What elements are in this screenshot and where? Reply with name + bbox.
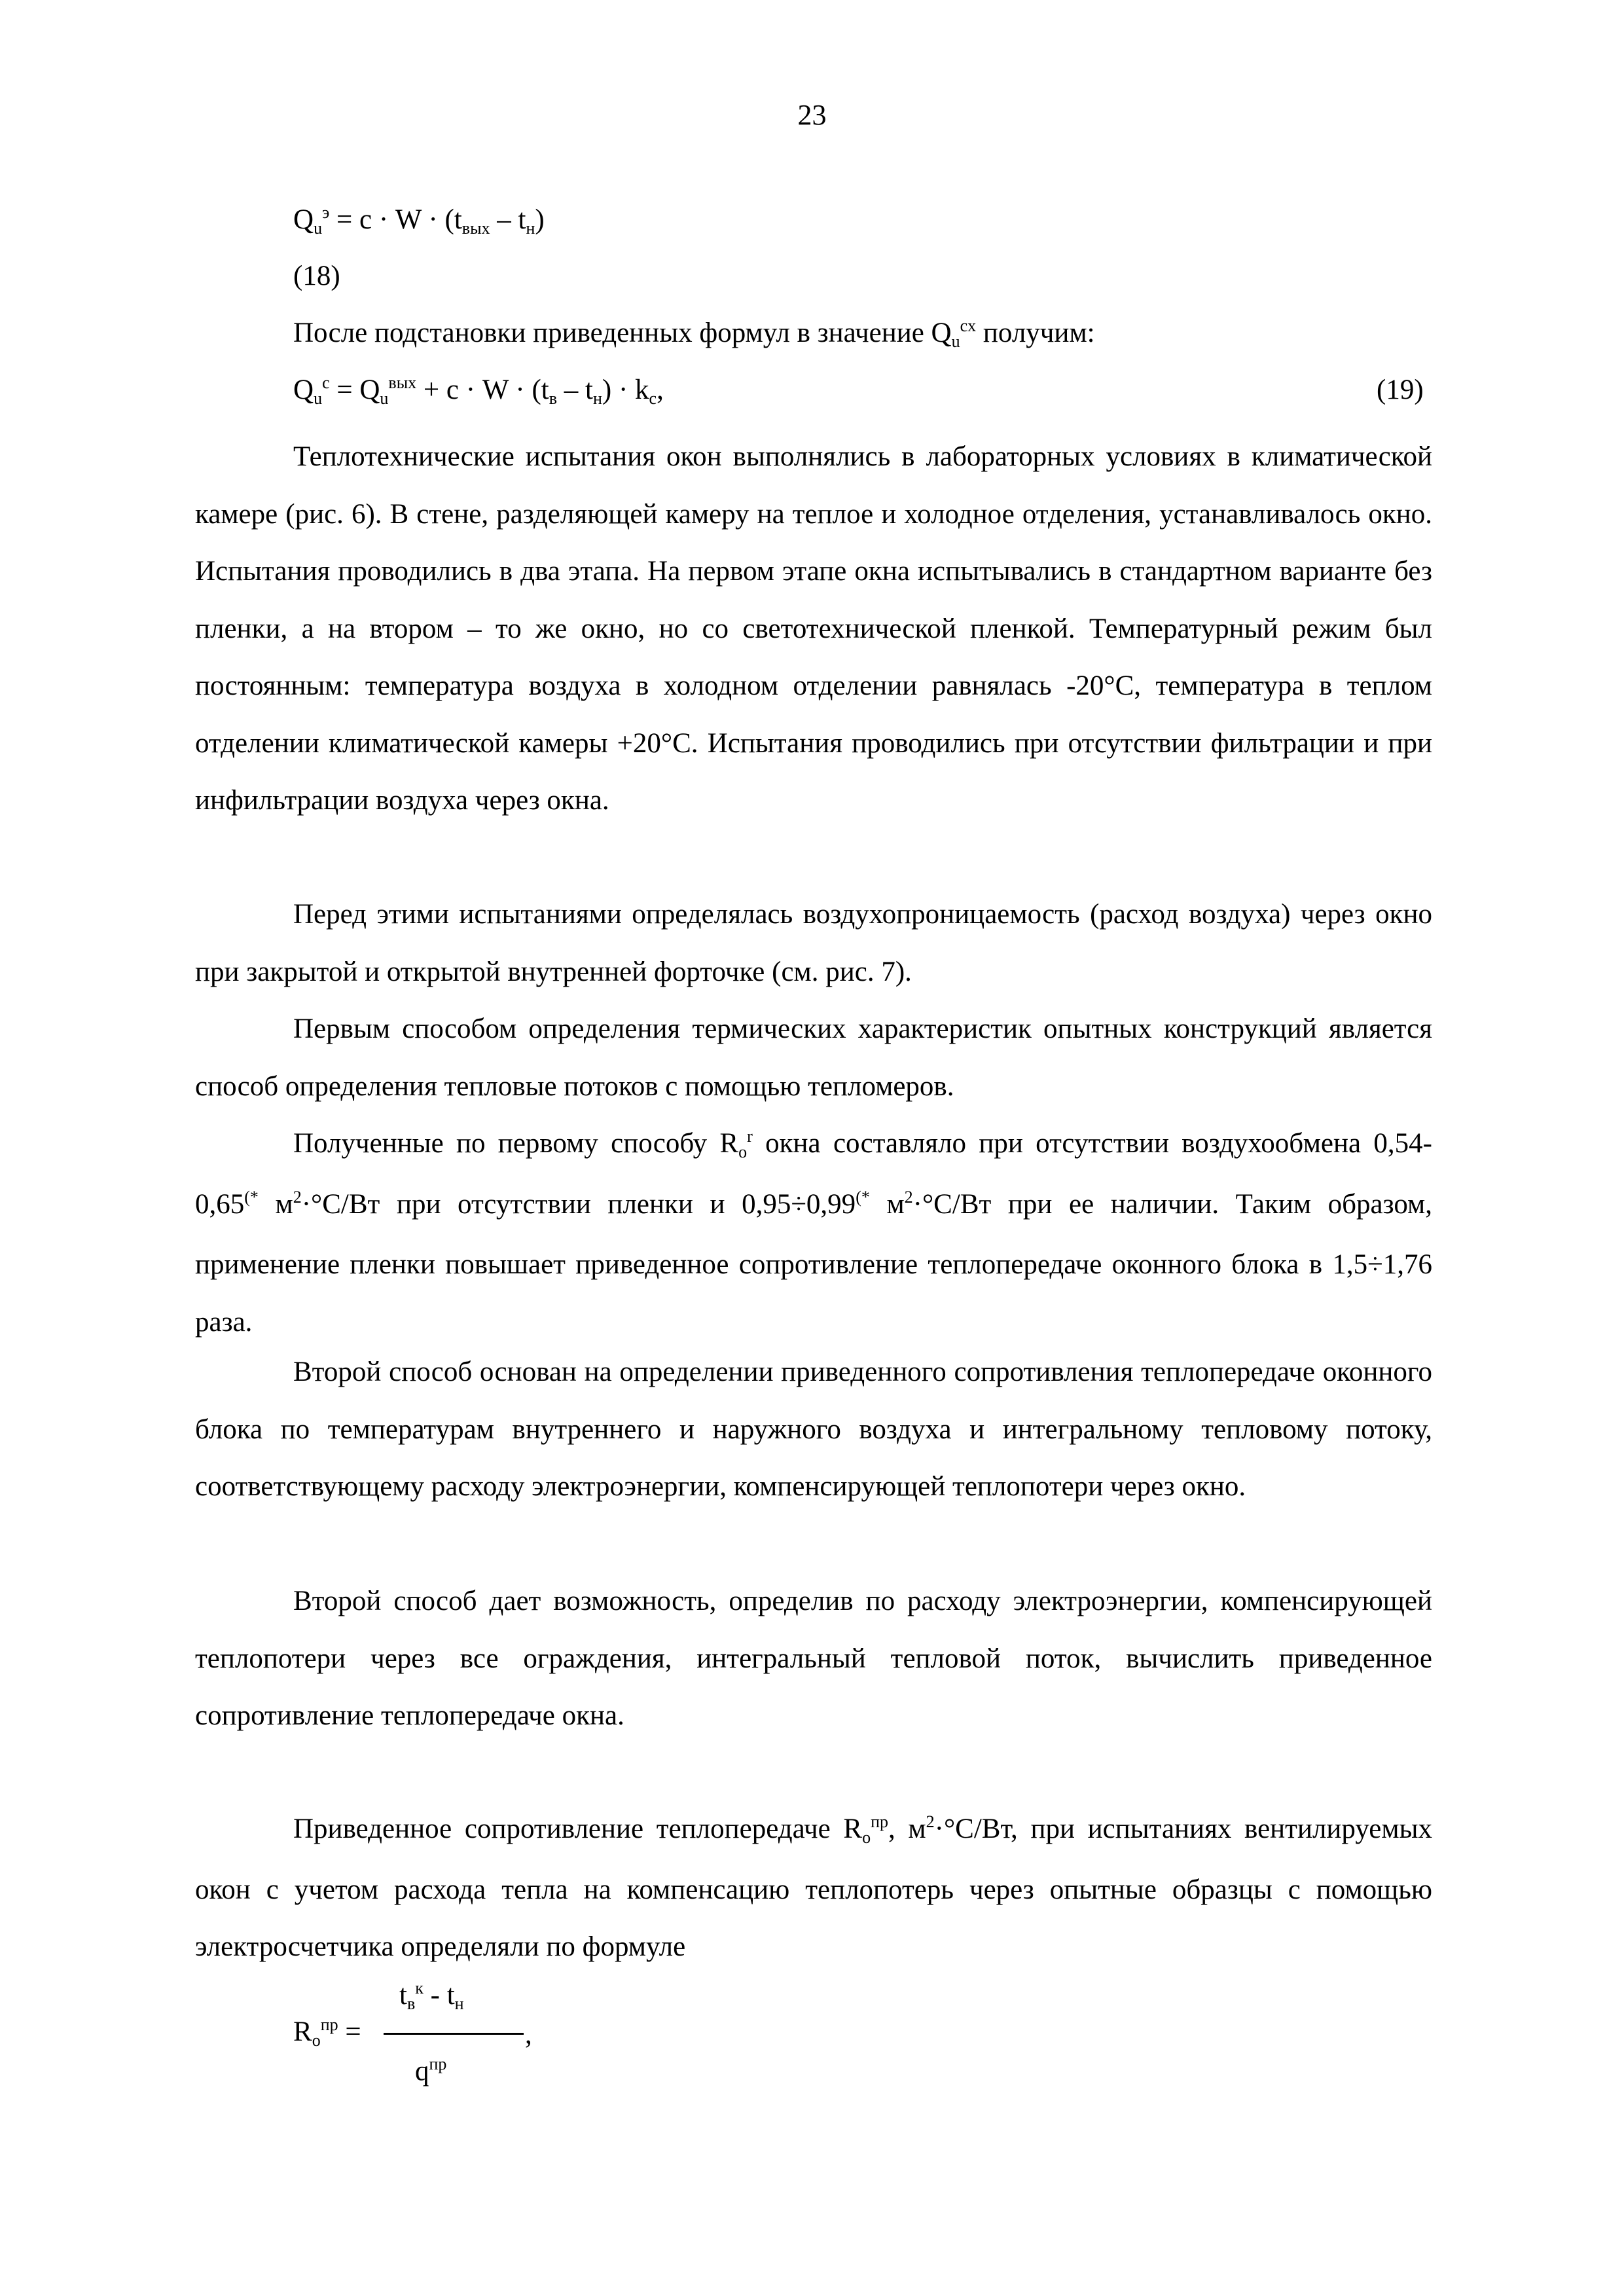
formula-lhs: $R_о^{пр}$ = <box>293 2015 361 2050</box>
equation-19-intro: После подстановки приведенных формул в значение $Q_u^{cx}$ получим: <box>293 316 1095 351</box>
formula-numerator: $t_в^к - t_н$ <box>399 1978 464 2013</box>
fraction-bar <box>384 2033 524 2035</box>
equation-19: $Q_u^c = Q_u^{вых} + с \cdot W \cdot (t_в - t_н) \cdot k_c$, <box>293 373 664 408</box>
paragraph-first-method: Первым способом определения термических характеристик опытных конструкций является способ определения тепловые потоков с помощью тепломеров. <box>195 1013 1432 1102</box>
paragraph-window-tests: Теплотехнические испытания окон выполнялись в лабораторных условиях в климатической камере (рис. 6). В стене, разделяющей камеру на теплое и холодное отделения, устанавливалось окно. Испытания проводились в два этапа. На первом этапе окна испытывались в стандартном варианте без пленки, а на втором – то же окно, но со светотехнической пленкой. Температурный режим был постоянным: температура воздуха в холодном отделении равнялась -20°С, температура в теплом отделении климатической камеры +20°С. Испытания проводились при отсутствии фильтрации и при инфильтрации воздуха через окна. <box>195 441 1432 816</box>
formula-denominator: $q^{пр}$ <box>415 2054 447 2086</box>
formula-comma: , <box>525 2019 532 2050</box>
paragraph-reduced-resistance: Приведенное сопротивление теплопередаче $R_о^{пр}$, $м^2\cdot^\circ С/Вт$, при испытаниях вентилируемых окон с учетом расхода тепла на компенсацию теплопотерь через опытные образцы с помощью электросчетчика определяли по формуле <box>195 1812 1432 1962</box>
equation-18: $Q_u^э = с \cdot W \cdot (t_{вых} - t_н)$ <box>293 203 545 238</box>
equation-19-number: (19) <box>1377 374 1424 405</box>
paragraph-air-permeability: Перед этими испытаниями определялась воздухопроницаемость (расход воздуха) через окно при закрытой и открытой внутренней форточке (см. рис. 7). <box>195 899 1432 987</box>
equation-18-number: (18) <box>293 261 340 291</box>
paragraph-second-method-possibility: Второй способ дает возможность, определив по расходу электроэнергии, компенсирующей теплопотери через все ограждения, интегральный тепловой поток, вычислить приведенное сопротивление теплопередаче окна. <box>195 1586 1432 1731</box>
paragraph-second-method: Второй способ основан на определении приведенного сопротивления теплопередаче оконного блока по температурам внутреннего и наружного воздуха и интегральному тепловому потоку, соответствующему расходу электроэнергии, компенсирующей теплопотери через окно. <box>195 1357 1432 1502</box>
paragraph-first-method-results: Полученные по первому способу $R_о^r$ окна составляло при отсутствии воздухообмена 0,54-0,65(* $м^2\cdot^\circ С/Вт$ при отсутствии пленки и 0,95÷0,99(* $м^2\cdot^\circ С/Вт$ при ее наличии. Таким образом, применение пленки повышает приведенное сопротивление теплопередаче оконного блока в 1,5÷1,76 раза. <box>195 1127 1433 1338</box>
page-number: 23 <box>797 99 827 131</box>
